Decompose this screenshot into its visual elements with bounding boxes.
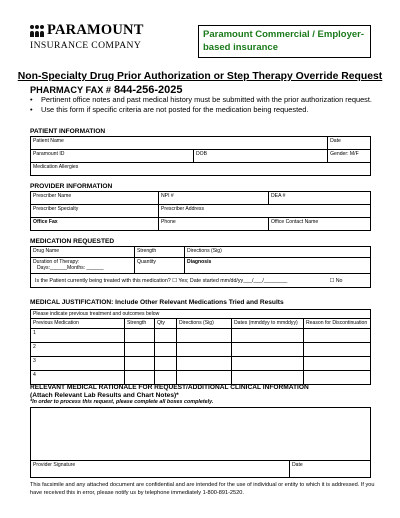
justification-table: [30, 309, 371, 385]
gender-field[interactable]: Gender: M/F: [328, 150, 371, 163]
col-dates: Dates (mmddyy to mmddyy): [232, 319, 304, 329]
npi-field[interactable]: NPI #: [159, 192, 269, 205]
dea-field[interactable]: DEA #: [269, 192, 371, 205]
patient-name-field[interactable]: Patient Name: [31, 137, 328, 150]
table-row[interactable]: [31, 329, 371, 343]
dob-field[interactable]: DOB: [194, 150, 328, 163]
patient-info-table: [30, 136, 371, 176]
prescriber-name-field[interactable]: Prescriber Name: [31, 192, 159, 205]
badge-line-1: Paramount Commercial / Employer-: [203, 29, 365, 40]
days-months-blanks: Days:______Months: ______: [37, 264, 104, 271]
prescriber-address-field[interactable]: Prescriber Address: [159, 205, 371, 218]
confidentiality-footer: This facsimile and any attached document are confidential and are intended for the use of individual or entity to which it is addressed. If you have received this in error, please notify us by telephone immediately 1-800-891-2520.: [30, 482, 375, 497]
table-row[interactable]: [31, 343, 371, 357]
current-treatment-question[interactable]: [31, 274, 371, 288]
phone-field[interactable]: Phone: [159, 218, 269, 231]
fax-number: 844-256-2025: [114, 84, 183, 96]
rationale-table: [30, 407, 371, 478]
logo-subtitle: INSURANCE COMPANY: [30, 40, 142, 51]
medication-allergies-field[interactable]: Medication Allergies: [31, 163, 371, 176]
signature-date-field[interactable]: Date: [290, 461, 371, 478]
rationale-textarea[interactable]: [31, 408, 371, 461]
table-row[interactable]: [31, 357, 371, 371]
row-number: 1: [31, 329, 125, 343]
patient-section-heading: PATIENT INFORMATION: [30, 128, 106, 135]
paramount-logo: [30, 22, 144, 51]
duration-field[interactable]: [31, 258, 135, 274]
office-fax-field[interactable]: Office Fax: [31, 218, 159, 231]
col-strength: Strength: [125, 319, 155, 329]
drug-name-field[interactable]: Drug Name: [31, 247, 135, 258]
medication-section-heading: MEDICATION REQUESTED: [30, 238, 115, 245]
col-reason: Reason for Discontinuation: [304, 319, 371, 329]
form-title: Non-Specialty Drug Prior Authorization or Step Therapy Override Request: [17, 71, 383, 82]
row-number: 4: [31, 371, 125, 385]
paramount-id-field[interactable]: Paramount ID: [31, 150, 194, 163]
provider-info-table: [30, 191, 371, 231]
rationale-subheading: (Attach Relevant Lab Results and Chart Notes)*: [30, 392, 179, 399]
fax-label: PHARMACY FAX #: [30, 85, 111, 95]
office-contact-field[interactable]: Office Contact Name: [269, 218, 371, 231]
medication-table: [30, 246, 371, 288]
col-qty: Qty: [155, 319, 177, 329]
no-checkbox[interactable]: ☐ No: [329, 277, 343, 284]
table-row[interactable]: [31, 371, 371, 385]
provider-section-heading: PROVIDER INFORMATION: [30, 183, 113, 190]
instruction-item: • Use this form if specific criteria are not posted for the medication being requested.: [30, 105, 375, 115]
quantity-field[interactable]: Quantity: [135, 258, 185, 274]
justification-heading: MEDICAL JUSTIFICATION: Include Other Relevant Medications Tried and Results: [30, 299, 284, 306]
logo-name: PARAMOUNT: [47, 22, 144, 38]
instruction-item: • Pertinent office notes and past medical history must be submitted with the prior authorization request.: [30, 95, 375, 105]
directions-field[interactable]: Directions (Sig): [185, 247, 371, 258]
badge-line-2: based insurance: [203, 42, 278, 53]
prescriber-specialty-field[interactable]: Prescriber Specialty: [31, 205, 159, 218]
diagnosis-field[interactable]: Diagnosis: [185, 258, 371, 274]
col-previous-medication: Previous Medication: [31, 319, 125, 329]
instructions-list: [30, 95, 375, 114]
col-directions: Directions (Sig): [177, 319, 232, 329]
duration-label: Duration of Therapy:: [33, 258, 80, 265]
rationale-note: *In order to process this request, please complete all boxes completely.: [30, 399, 214, 405]
date-field[interactable]: Date: [328, 137, 371, 150]
people-logo-icon: [30, 25, 44, 37]
rationale-heading: RELEVANT MEDICAL RATIONALE FOR REQUEST/ADDITIONAL CLINICAL INFORMATION: [30, 384, 309, 391]
strength-field[interactable]: Strength: [135, 247, 185, 258]
plan-type-badge: [198, 25, 371, 58]
provider-signature-field[interactable]: Provider Signature: [31, 461, 290, 478]
row-number: 2: [31, 343, 125, 357]
row-number: 3: [31, 357, 125, 371]
justification-note: Please indicate previous treatment and outcomes below: [31, 310, 371, 319]
current-treatment-text: Is the Patient currently being treated with this medication? ☐ Yes; Date started mm/dd/yy___/___/________: [35, 277, 288, 284]
